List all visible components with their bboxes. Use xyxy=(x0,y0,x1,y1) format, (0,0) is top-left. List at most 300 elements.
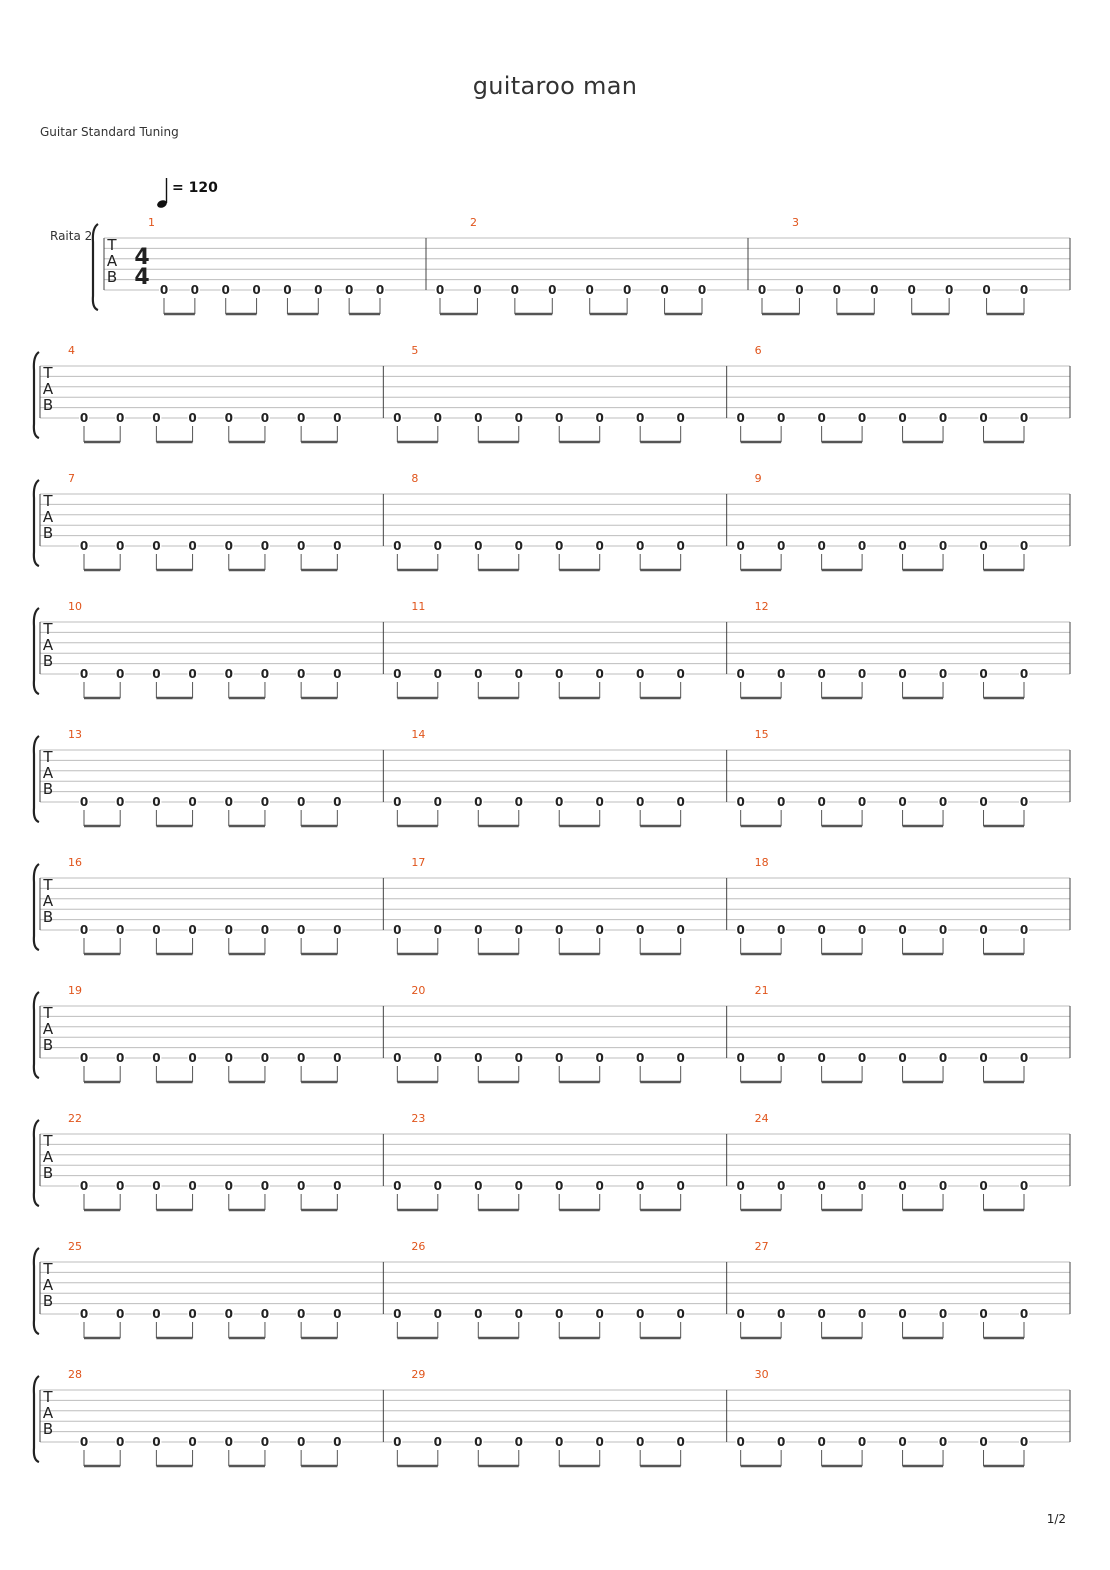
tab-note: 0 xyxy=(79,1051,89,1065)
measure-number: 18 xyxy=(754,856,769,869)
tab-note: 0 xyxy=(283,283,292,297)
tab-note: 0 xyxy=(979,539,988,553)
tab-note: 0 xyxy=(595,923,604,937)
tab-note: 0 xyxy=(296,923,306,937)
tab-note: 0 xyxy=(676,1051,685,1065)
tab-note: 0 xyxy=(116,667,125,681)
tab-note: 0 xyxy=(224,1051,233,1065)
tab-note: 0 xyxy=(79,1307,89,1321)
song-title: guitaroo man xyxy=(472,72,638,100)
measure-number: 26 xyxy=(411,1240,426,1253)
tab-note: 0 xyxy=(152,667,161,681)
tab-note: 0 xyxy=(188,1435,197,1449)
tab-note: 0 xyxy=(333,795,342,809)
tab-clef-letter: A xyxy=(42,1276,54,1294)
tab-note: 0 xyxy=(393,1051,402,1065)
tab-note: 0 xyxy=(736,667,745,681)
tab-note: 0 xyxy=(514,923,523,937)
tab-note: 0 xyxy=(938,1179,948,1193)
tab-note: 0 xyxy=(595,411,604,425)
tab-note: 0 xyxy=(898,411,907,425)
tab-note: 0 xyxy=(979,1051,988,1065)
tab-note: 0 xyxy=(344,283,354,297)
tab-clef-letter: A xyxy=(42,380,54,398)
measure-number: 20 xyxy=(411,984,426,997)
tab-note: 0 xyxy=(79,539,89,553)
tab-note: 0 xyxy=(1019,667,1029,681)
tab-note: 0 xyxy=(776,667,786,681)
tab-clef-letter: B xyxy=(42,780,54,798)
tab-clef-letter: T xyxy=(43,620,53,638)
tab-note: 0 xyxy=(776,1307,786,1321)
tab-note: 0 xyxy=(1019,283,1029,297)
tab-clef-letter: T xyxy=(43,1388,53,1406)
system-brace xyxy=(34,352,39,438)
tab-note: 0 xyxy=(898,795,907,809)
tab-note: 0 xyxy=(736,1307,745,1321)
tab-note: 0 xyxy=(393,667,402,681)
tab-note: 0 xyxy=(938,1435,948,1449)
tab-note: 0 xyxy=(1019,539,1029,553)
tab-note: 0 xyxy=(375,283,385,297)
tab-note: 0 xyxy=(636,667,645,681)
tab-note: 0 xyxy=(116,411,125,425)
tab-note: 0 xyxy=(514,1435,523,1449)
tab-note: 0 xyxy=(1019,923,1029,937)
tab-note: 0 xyxy=(116,1051,125,1065)
tab-note: 0 xyxy=(433,667,442,681)
tab-clef-letter: B xyxy=(42,1036,54,1054)
measure-number: 5 xyxy=(411,344,419,357)
measure-number: 7 xyxy=(68,472,75,485)
tab-note: 0 xyxy=(433,923,442,937)
tab-note: 0 xyxy=(152,923,161,937)
tab-note: 0 xyxy=(938,667,948,681)
tab-note: 0 xyxy=(898,667,907,681)
measure-number: 11 xyxy=(411,600,426,613)
tab-note: 0 xyxy=(152,795,161,809)
tab-note: 0 xyxy=(393,539,402,553)
tab-note: 0 xyxy=(433,1307,442,1321)
tab-note: 0 xyxy=(636,795,645,809)
tab-clef-letter: T xyxy=(43,748,53,766)
tab-note: 0 xyxy=(979,411,988,425)
tab-note: 0 xyxy=(433,795,442,809)
measure-number: 8 xyxy=(411,472,419,485)
tab-note: 0 xyxy=(555,1307,564,1321)
tab-note: 0 xyxy=(333,923,342,937)
tab-note: 0 xyxy=(676,411,685,425)
tab-note: 0 xyxy=(676,667,685,681)
tab-note: 0 xyxy=(817,1307,826,1321)
tab-note: 0 xyxy=(857,795,867,809)
tab-clef-letter: B xyxy=(42,1420,54,1438)
tab-note: 0 xyxy=(938,1307,948,1321)
tab-note: 0 xyxy=(555,1435,564,1449)
tab-note: 0 xyxy=(296,667,306,681)
tab-note: 0 xyxy=(116,923,125,937)
tab-note: 0 xyxy=(817,795,826,809)
tab-note: 0 xyxy=(514,1179,523,1193)
tab-note: 0 xyxy=(736,539,745,553)
tab-note: 0 xyxy=(333,411,342,425)
tab-note: 0 xyxy=(260,1051,270,1065)
tab-note: 0 xyxy=(393,923,402,937)
tab-note: 0 xyxy=(474,1435,483,1449)
tab-note: 0 xyxy=(636,1307,645,1321)
tab-note: 0 xyxy=(857,667,867,681)
tab-note: 0 xyxy=(393,1435,402,1449)
tempo-marking: = 120 xyxy=(172,180,218,196)
tab-note: 0 xyxy=(944,283,954,297)
tab-note: 0 xyxy=(435,283,445,297)
tab-note: 0 xyxy=(857,411,867,425)
tab-note: 0 xyxy=(474,539,483,553)
tab-note: 0 xyxy=(224,667,233,681)
tab-note: 0 xyxy=(907,283,916,297)
tab-note: 0 xyxy=(979,795,988,809)
tab-note: 0 xyxy=(979,1179,988,1193)
tab-note: 0 xyxy=(514,1307,523,1321)
tab-note: 0 xyxy=(757,283,767,297)
tab-note: 0 xyxy=(736,411,745,425)
tab-note: 0 xyxy=(333,539,342,553)
tab-note: 0 xyxy=(636,411,645,425)
measure-number: 27 xyxy=(754,1240,769,1253)
tab-clef-letter: T xyxy=(43,364,53,382)
tab-note: 0 xyxy=(314,283,323,297)
tab-note: 0 xyxy=(188,667,197,681)
tab-note: 0 xyxy=(224,795,233,809)
measure-number: 9 xyxy=(754,472,762,485)
tab-clef-letter: T xyxy=(43,1260,53,1278)
tab-note: 0 xyxy=(221,283,230,297)
tab-note: 0 xyxy=(224,411,233,425)
tab-note: 0 xyxy=(260,1435,270,1449)
measure-number: 28 xyxy=(68,1368,82,1381)
tab-note: 0 xyxy=(636,1051,645,1065)
system-brace xyxy=(93,224,98,310)
tab-note: 0 xyxy=(79,923,89,937)
tab-note: 0 xyxy=(870,283,879,297)
tab-note: 0 xyxy=(296,1307,306,1321)
tab-note: 0 xyxy=(116,539,125,553)
tab-note: 0 xyxy=(979,1435,988,1449)
tab-note: 0 xyxy=(938,1051,948,1065)
tab-clef-letter: A xyxy=(42,892,54,910)
tab-note: 0 xyxy=(188,539,197,553)
tab-note: 0 xyxy=(898,1051,907,1065)
tab-note: 0 xyxy=(433,1179,442,1193)
tab-clef-letter: B xyxy=(42,524,54,542)
tab-note: 0 xyxy=(393,795,402,809)
tab-note: 0 xyxy=(252,283,261,297)
tab-note: 0 xyxy=(555,411,564,425)
tab-note: 0 xyxy=(433,1435,442,1449)
tab-note: 0 xyxy=(260,795,270,809)
tab-note: 0 xyxy=(622,283,632,297)
tab-note: 0 xyxy=(260,539,270,553)
tab-note: 0 xyxy=(636,539,645,553)
measure-number: 13 xyxy=(68,728,82,741)
tab-note: 0 xyxy=(393,411,402,425)
tab-note: 0 xyxy=(817,667,826,681)
measure-number: 17 xyxy=(411,856,426,869)
measure-number: 24 xyxy=(754,1112,769,1125)
tab-clef-letter: A xyxy=(42,508,54,526)
tab-note: 0 xyxy=(817,539,826,553)
tab-note: 0 xyxy=(152,411,161,425)
tab-note: 0 xyxy=(79,1179,89,1193)
tab-note: 0 xyxy=(595,1435,604,1449)
track-name: Raita 2 xyxy=(50,229,93,243)
tab-note: 0 xyxy=(898,923,907,937)
tab-note: 0 xyxy=(857,1051,867,1065)
tab-note: 0 xyxy=(676,923,685,937)
tab-note: 0 xyxy=(595,1179,604,1193)
tab-note: 0 xyxy=(393,1179,402,1193)
tab-clef-letter: B xyxy=(42,396,54,414)
tab-note: 0 xyxy=(776,923,786,937)
tab-note: 0 xyxy=(190,283,200,297)
time-signature-denominator: 4 xyxy=(134,265,150,290)
tab-note: 0 xyxy=(224,1179,233,1193)
measure-number: 19 xyxy=(68,984,82,997)
tab-note: 0 xyxy=(660,283,669,297)
measure-number: 2 xyxy=(470,216,477,229)
tab-note: 0 xyxy=(152,1435,161,1449)
tab-note: 0 xyxy=(116,795,125,809)
tab-note: 0 xyxy=(776,1179,786,1193)
tab-note: 0 xyxy=(1019,1435,1029,1449)
tab-note: 0 xyxy=(776,411,786,425)
tab-note: 0 xyxy=(188,1051,197,1065)
tab-note: 0 xyxy=(188,1307,197,1321)
tab-note: 0 xyxy=(510,283,520,297)
tab-note: 0 xyxy=(817,1051,826,1065)
tab-note: 0 xyxy=(79,795,89,809)
tab-clef-letter: T xyxy=(43,1004,53,1022)
tab-note: 0 xyxy=(898,1179,907,1193)
measure-number: 4 xyxy=(68,344,75,357)
tab-note: 0 xyxy=(514,411,523,425)
tab-note: 0 xyxy=(832,283,842,297)
tab-note: 0 xyxy=(857,1307,867,1321)
tab-note: 0 xyxy=(188,795,197,809)
tab-note: 0 xyxy=(795,283,804,297)
tab-clef-letter: B xyxy=(42,1164,54,1182)
tab-note: 0 xyxy=(79,411,89,425)
tab-note: 0 xyxy=(224,539,233,553)
measure-number: 6 xyxy=(754,344,762,357)
system-brace xyxy=(34,608,39,694)
tab-note: 0 xyxy=(116,1307,125,1321)
tab-note: 0 xyxy=(514,1051,523,1065)
tab-note: 0 xyxy=(474,667,483,681)
measure-number: 30 xyxy=(754,1368,769,1381)
tab-note: 0 xyxy=(595,795,604,809)
tab-note: 0 xyxy=(1019,411,1029,425)
tab-note: 0 xyxy=(296,411,306,425)
tab-note: 0 xyxy=(260,411,270,425)
tab-note: 0 xyxy=(776,795,786,809)
tab-note: 0 xyxy=(296,1435,306,1449)
measure-number: 10 xyxy=(68,600,82,613)
tab-note: 0 xyxy=(595,539,604,553)
system-brace xyxy=(34,736,39,822)
measure-number: 3 xyxy=(792,216,799,229)
tab-clef-letter: B xyxy=(42,908,54,926)
tab-note: 0 xyxy=(938,411,948,425)
tab-clef-letter: B xyxy=(42,1292,54,1310)
tab-note: 0 xyxy=(296,539,306,553)
measure-number: 22 xyxy=(68,1112,82,1125)
tab-note: 0 xyxy=(736,1435,745,1449)
tab-note: 0 xyxy=(473,283,482,297)
tab-note: 0 xyxy=(979,923,988,937)
tab-note: 0 xyxy=(474,1051,483,1065)
tab-note: 0 xyxy=(636,1179,645,1193)
tab-note: 0 xyxy=(514,667,523,681)
system-brace xyxy=(34,480,39,566)
tab-clef-letter: A xyxy=(42,764,54,782)
page-number: 1/2 xyxy=(1046,1512,1066,1526)
tab-note: 0 xyxy=(555,795,564,809)
tab-note: 0 xyxy=(736,795,745,809)
tab-note: 0 xyxy=(1019,1051,1029,1065)
tab-note: 0 xyxy=(636,1435,645,1449)
tab-note: 0 xyxy=(555,1051,564,1065)
tab-note: 0 xyxy=(595,1051,604,1065)
tab-note: 0 xyxy=(817,411,826,425)
tab-note: 0 xyxy=(585,283,594,297)
tab-note: 0 xyxy=(595,1307,604,1321)
tab-note: 0 xyxy=(333,1179,342,1193)
tab-note: 0 xyxy=(555,667,564,681)
tab-note: 0 xyxy=(116,1179,125,1193)
tab-note: 0 xyxy=(79,1435,89,1449)
measure-number: 21 xyxy=(754,984,769,997)
tab-note: 0 xyxy=(260,1179,270,1193)
tab-note: 0 xyxy=(636,923,645,937)
tab-note: 0 xyxy=(982,283,991,297)
tab-note: 0 xyxy=(595,667,604,681)
tab-note: 0 xyxy=(152,1179,161,1193)
tab-note: 0 xyxy=(296,1179,306,1193)
tab-note: 0 xyxy=(1019,795,1029,809)
measure-number: 15 xyxy=(754,728,769,741)
tab-note: 0 xyxy=(817,1179,826,1193)
tab-note: 0 xyxy=(116,1435,125,1449)
tab-note: 0 xyxy=(676,539,685,553)
tab-note: 0 xyxy=(979,1307,988,1321)
tab-note: 0 xyxy=(736,923,745,937)
tab-note: 0 xyxy=(979,667,988,681)
tab-note: 0 xyxy=(938,539,948,553)
tab-note: 0 xyxy=(898,1307,907,1321)
tab-note: 0 xyxy=(296,795,306,809)
tab-note: 0 xyxy=(514,539,523,553)
tab-note: 0 xyxy=(898,539,907,553)
tab-note: 0 xyxy=(736,1179,745,1193)
tab-clef-letter: T xyxy=(43,492,53,510)
tab-note: 0 xyxy=(938,795,948,809)
tab-clef-letter: T xyxy=(107,236,117,254)
tab-note: 0 xyxy=(555,539,564,553)
tab-clef-letter: A xyxy=(42,1148,54,1166)
tab-note: 0 xyxy=(857,539,867,553)
system-brace xyxy=(34,992,39,1078)
tab-note: 0 xyxy=(333,1435,342,1449)
measure-number: 16 xyxy=(68,856,82,869)
tab-note: 0 xyxy=(857,923,867,937)
tab-note: 0 xyxy=(817,1435,826,1449)
tab-note: 0 xyxy=(817,923,826,937)
tab-note: 0 xyxy=(676,1435,685,1449)
tab-note: 0 xyxy=(776,539,786,553)
tab-note: 0 xyxy=(224,1307,233,1321)
tab-note: 0 xyxy=(296,1051,306,1065)
measure-number: 14 xyxy=(411,728,426,741)
tab-note: 0 xyxy=(857,1435,867,1449)
tab-note: 0 xyxy=(474,1179,483,1193)
measure-number: 23 xyxy=(411,1112,426,1125)
tab-note: 0 xyxy=(548,283,557,297)
tab-note: 0 xyxy=(79,667,89,681)
tab-note: 0 xyxy=(333,667,342,681)
system-brace xyxy=(34,1120,39,1206)
tab-note: 0 xyxy=(474,923,483,937)
time-signature-numerator: 4 xyxy=(134,245,150,270)
tab-note: 0 xyxy=(433,1051,442,1065)
tab-note: 0 xyxy=(514,795,523,809)
tab-note: 0 xyxy=(188,923,197,937)
tab-clef-letter: B xyxy=(42,652,54,670)
measure-number: 1 xyxy=(148,216,155,229)
tab-note: 0 xyxy=(159,283,169,297)
tab-note: 0 xyxy=(393,1307,402,1321)
tab-note: 0 xyxy=(676,795,685,809)
tab-clef-letter: T xyxy=(43,1132,53,1150)
tab-note: 0 xyxy=(260,923,270,937)
tab-note: 0 xyxy=(555,1179,564,1193)
tab-note: 0 xyxy=(152,539,161,553)
system-brace xyxy=(34,864,39,950)
system-brace xyxy=(34,1376,39,1462)
measure-number: 12 xyxy=(754,600,769,613)
tab-note: 0 xyxy=(188,411,197,425)
system-brace xyxy=(34,1248,39,1334)
tab-note: 0 xyxy=(260,1307,270,1321)
tab-note: 0 xyxy=(433,539,442,553)
tab-note: 0 xyxy=(433,411,442,425)
tab-note: 0 xyxy=(676,1179,685,1193)
measure-number: 29 xyxy=(411,1368,426,1381)
measure-number: 25 xyxy=(68,1240,82,1253)
tab-note: 0 xyxy=(224,1435,233,1449)
tab-note: 0 xyxy=(260,667,270,681)
tab-note: 0 xyxy=(333,1307,342,1321)
tab-note: 0 xyxy=(152,1051,161,1065)
tab-note: 0 xyxy=(152,1307,161,1321)
tab-clef-letter: A xyxy=(42,1020,54,1038)
tab-note: 0 xyxy=(333,1051,342,1065)
tab-note: 0 xyxy=(776,1435,786,1449)
tab-note: 0 xyxy=(474,1307,483,1321)
tab-note: 0 xyxy=(898,1435,907,1449)
tab-note: 0 xyxy=(776,1051,786,1065)
tab-note: 0 xyxy=(857,1179,867,1193)
